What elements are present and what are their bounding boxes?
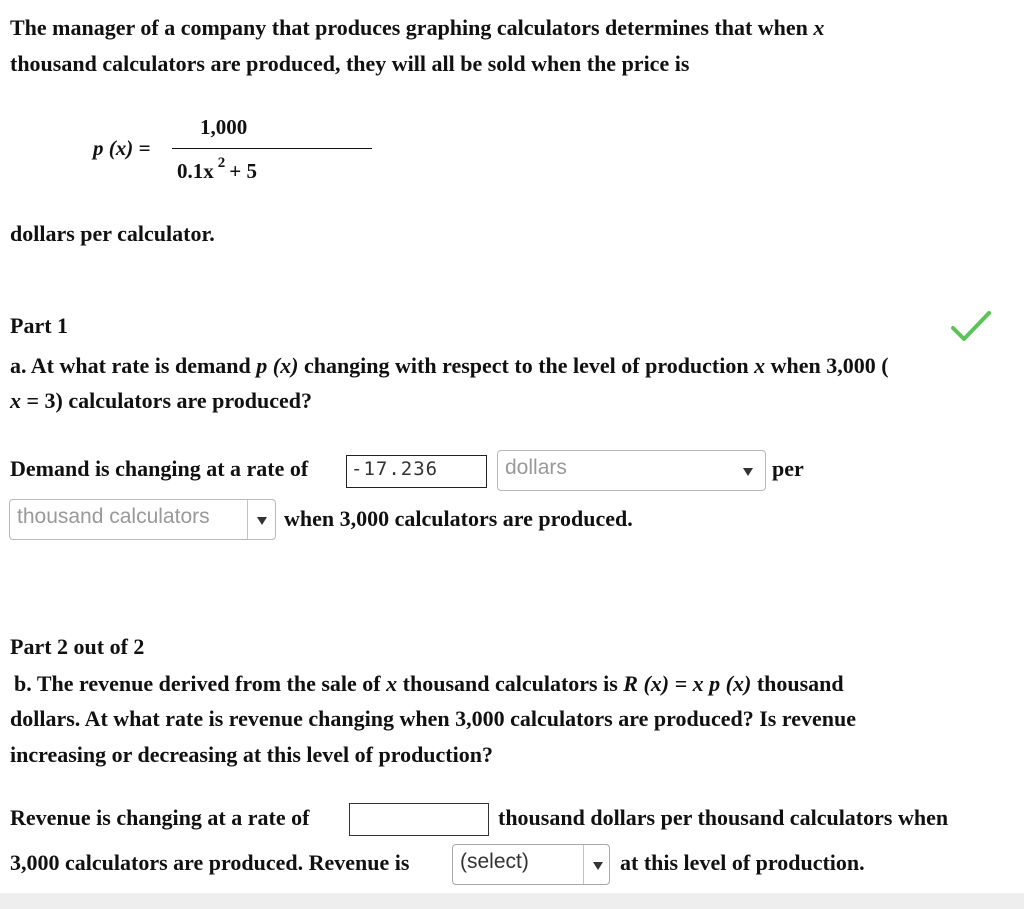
unit-select-denominator[interactable] — [9, 499, 276, 540]
question-a-line2-text: = 3) calculators are produced? — [21, 388, 312, 413]
part2-line2-suffix: at this level of production. — [620, 850, 865, 875]
demand-rate-input[interactable]: -17.236 — [346, 455, 487, 488]
question-b-text-mid: thousand calculators is — [397, 671, 624, 696]
part2-answer-prefix: Revenue is changing at a rate of — [10, 805, 310, 830]
chevron-down-icon — [593, 862, 603, 870]
chevron-down-icon — [743, 468, 753, 476]
unit-select-numerator[interactable] — [497, 450, 766, 491]
part2-answer-suffix: thousand dollars per thousand calculators when — [498, 805, 949, 830]
select-divider — [583, 845, 584, 884]
part1-answer-suffix: when 3,000 calculators are produced. — [284, 506, 633, 531]
question-a-text-mid: changing with respect to the level of production — [298, 353, 755, 378]
intro-text: The manager of a company that produces graphing calculators determines that when — [10, 15, 814, 40]
question-b-variable: x — [386, 671, 398, 696]
question-b-text: b. The revenue derived from the sale of — [14, 671, 387, 696]
question-a-line2-variable: x — [10, 388, 21, 413]
unit-select-numerator-value: dollars — [505, 456, 567, 479]
part2-question-line-1 — [14, 670, 844, 698]
intro-line-1 — [10, 14, 824, 42]
part2-line2-prefix: 3,000 calculators are produced. Revenue is — [10, 850, 410, 875]
bottom-bar — [0, 893, 1024, 909]
part1-question-line-1 — [10, 352, 889, 380]
denominator-constant: + 5 — [229, 159, 257, 183]
formula-numerator: 1,000 — [200, 115, 248, 139]
intro-line-2: thousand calculators are produced, they will all be sold when the price is — [10, 51, 690, 76]
revenue-rate-input[interactable] — [349, 803, 489, 836]
formula-lhs: p (x) = — [93, 136, 151, 160]
chevron-down-icon — [257, 517, 267, 525]
select-divider — [247, 500, 248, 539]
question-a-function: p (x) — [256, 353, 299, 378]
revenue-direction-select[interactable] — [452, 844, 610, 885]
question-a-variable: x — [754, 353, 766, 378]
part1-heading: Part 1 — [10, 313, 69, 338]
question-a-text: a. At what rate is demand — [10, 353, 257, 378]
unit-select-denominator-value: thousand calculators — [17, 505, 210, 528]
question-a-text-end: when 3,000 ( — [765, 353, 889, 378]
fraction-bar — [172, 148, 372, 149]
part2-heading: Part 2 out of 2 — [10, 634, 145, 659]
revenue-direction-value: (select) — [460, 850, 529, 873]
denominator-exponent: 2 — [217, 155, 226, 171]
checkmark-icon — [950, 310, 992, 344]
question-b-text-end: thousand — [751, 671, 844, 696]
denominator-term: 0.1x — [177, 159, 214, 183]
part2-question-line-3: increasing or decreasing at this level of production? — [10, 742, 493, 767]
question-b-function: R (x) = x p (x) — [623, 671, 752, 696]
intro-variable: x — [813, 15, 825, 40]
part2-question-line-2: dollars. At what rate is revenue changing when 3,000 calculators are produced? Is revenue — [10, 706, 856, 731]
formula-denominator — [177, 155, 257, 184]
units-line: dollars per calculator. — [10, 221, 215, 246]
per-label: per — [772, 456, 804, 481]
part1-question-line-2 — [10, 387, 312, 415]
part1-answer-prefix: Demand is changing at a rate of — [10, 456, 309, 481]
